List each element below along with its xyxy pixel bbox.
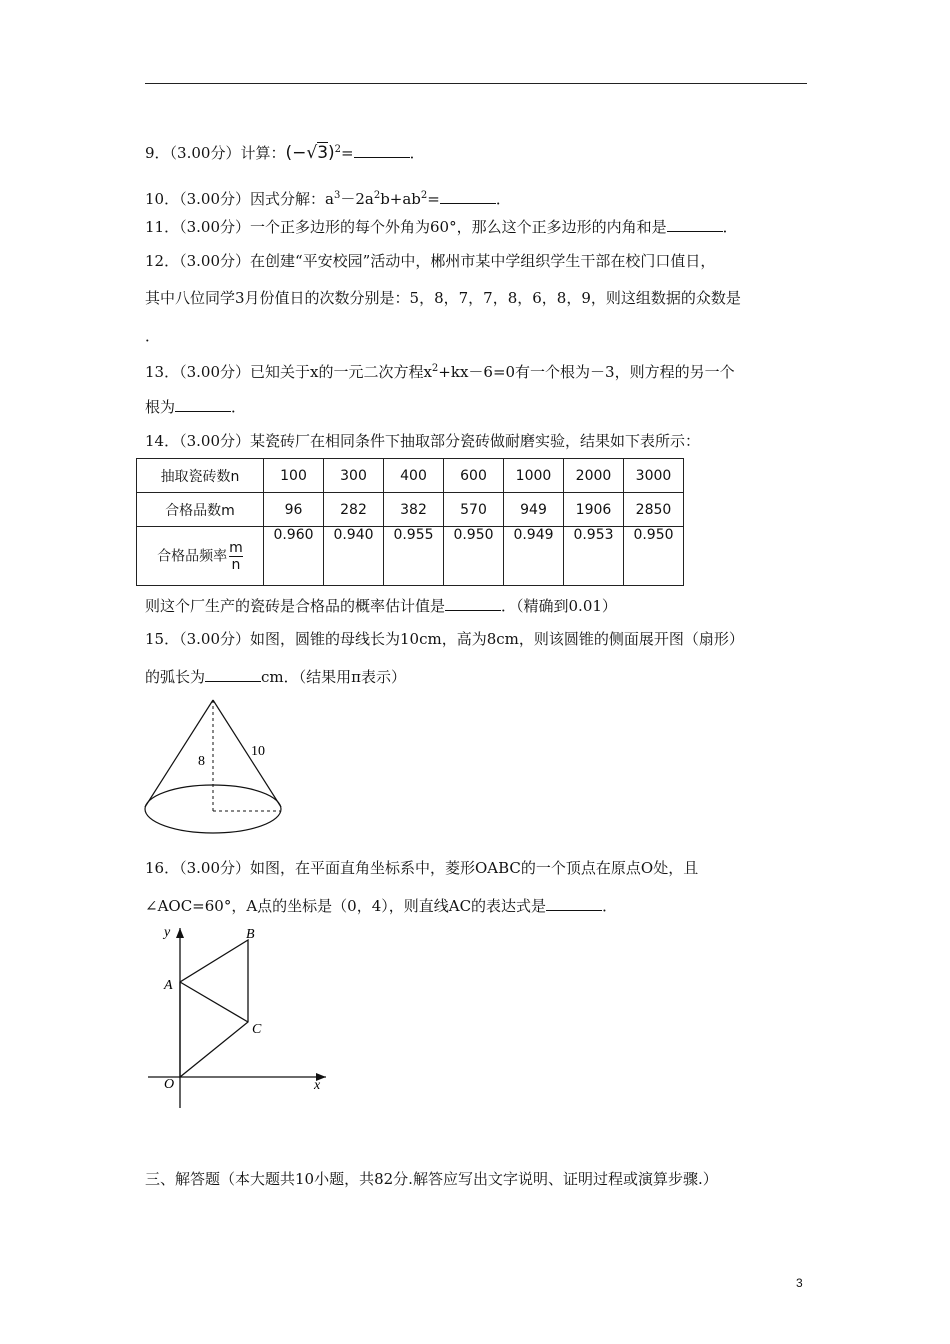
label-y: y (164, 925, 171, 940)
header-rule (145, 83, 807, 84)
question-11: 11．（3.00分）一个正多边形的每个外角为60°，那么这个正多边形的内角和是 ． (145, 218, 738, 236)
table-cell: 600 (444, 459, 504, 493)
question-13-line-2: 根为 ． (145, 398, 247, 416)
page-number: 3 (796, 1276, 803, 1290)
question-10: 10．（3.00分）因式分解：$a^3-2a^2b+ab^2=$ ． (145, 190, 511, 208)
table-cell: 0.940 (324, 527, 384, 586)
question-16-line-2: ∠AOC=60°，A点的坐标是（0，4），则直线AC的表达式是 ． (145, 897, 618, 915)
question-12-line-1: 12．（3.00分）在创建“平安校园”活动中，郴州市某中学组织学生干部在校门口值日， (145, 252, 716, 270)
cone-figure (140, 695, 290, 845)
table-cell: 1906 (564, 493, 624, 527)
answer-blank (667, 217, 723, 232)
frequency-table (136, 458, 684, 586)
table-cell: 0.950 (624, 527, 684, 586)
answer-blank (445, 596, 501, 611)
table-cell: 0.949 (504, 527, 564, 586)
label-b: B (246, 927, 255, 942)
question-9: 9．（3.00分）计算：$(-√3)^2=$ ． (145, 143, 425, 163)
table-cell: 400 (384, 459, 444, 493)
table-cell: 949 (504, 493, 564, 527)
fraction-m-over-n: $\frac{m}{n}$ (229, 539, 243, 573)
table-row (137, 527, 684, 586)
rhombus-figure (140, 922, 340, 1112)
label-c: C (252, 1022, 262, 1037)
table-cell: 300 (324, 459, 384, 493)
table-row (137, 459, 684, 493)
table-cell: 100 (264, 459, 324, 493)
question-13-line-1: 13．（3.00分）已知关于x的一元二次方程$x^2+kx-6=0$有一个根为－3，则方程的另一个 (145, 363, 735, 381)
rhombus-oabc (180, 940, 248, 1077)
table-cell: 0.953 (564, 527, 624, 586)
table-cell: 2000 (564, 459, 624, 493)
answer-blank (354, 143, 410, 158)
table-cell: 382 (384, 493, 444, 527)
question-15-line-1: 15．（3.00分）如图，圆锥的母线长为10cm，高为8cm，则该圆锥的侧面展开图（扇形） (145, 630, 744, 648)
y-axis-arrow (176, 928, 184, 938)
table-cell: 0.960 (264, 527, 324, 586)
answer-blank (546, 896, 602, 911)
answer-blank (205, 667, 261, 682)
question-12-line-2: 其中八位同学3月份值日的次数分别是：5，8，7，7，8，6，8，9，则这组数据的众数是 (145, 289, 741, 307)
row-label-frequency: 合格品频率 $\frac{m}{n}$ (137, 527, 264, 586)
question-12-line-3: ． (145, 327, 161, 345)
cone-right-slant (213, 700, 281, 807)
table-cell: 96 (264, 493, 324, 527)
label-a: A (164, 978, 173, 993)
answer-blank (440, 189, 496, 204)
diagonal-ac (180, 982, 248, 1022)
question-14-outro: 则这个厂生产的瓷砖是合格品的概率估计值是 ．（精确到0.01） (145, 597, 617, 615)
row-label-m: 合格品数m (137, 493, 264, 527)
label-o: O (164, 1077, 175, 1092)
height-label: 8 (198, 754, 205, 769)
label-x: x (314, 1078, 321, 1093)
answer-blank (175, 397, 231, 412)
slant-label: 10 (251, 744, 265, 759)
question-15-line-2: 的弧长为 cm．（结果用π表示） (145, 668, 406, 686)
question-14-intro: 14．（3.00分）某瓷砖厂在相同条件下抽取部分瓷砖做耐磨实验，结果如下表所示： (145, 432, 700, 450)
question-16-line-1: 16．（3.00分）如图，在平面直角坐标系中，菱形OABC的一个顶点在原点O处，且 (145, 859, 699, 877)
row-label-n: 抽取瓷砖数n (137, 459, 264, 493)
table-cell: 2850 (624, 493, 684, 527)
table-row (137, 493, 684, 527)
table-cell: 282 (324, 493, 384, 527)
table-cell: 0.955 (384, 527, 444, 586)
section-3-heading: 三、解答题（本大题共10小题，共82分.解答应写出文字说明、证明过程或演算步骤.） (145, 1170, 718, 1188)
table-cell: 0.950 (444, 527, 504, 586)
table-cell: 3000 (624, 459, 684, 493)
table-cell: 1000 (504, 459, 564, 493)
table-cell: 570 (444, 493, 504, 527)
